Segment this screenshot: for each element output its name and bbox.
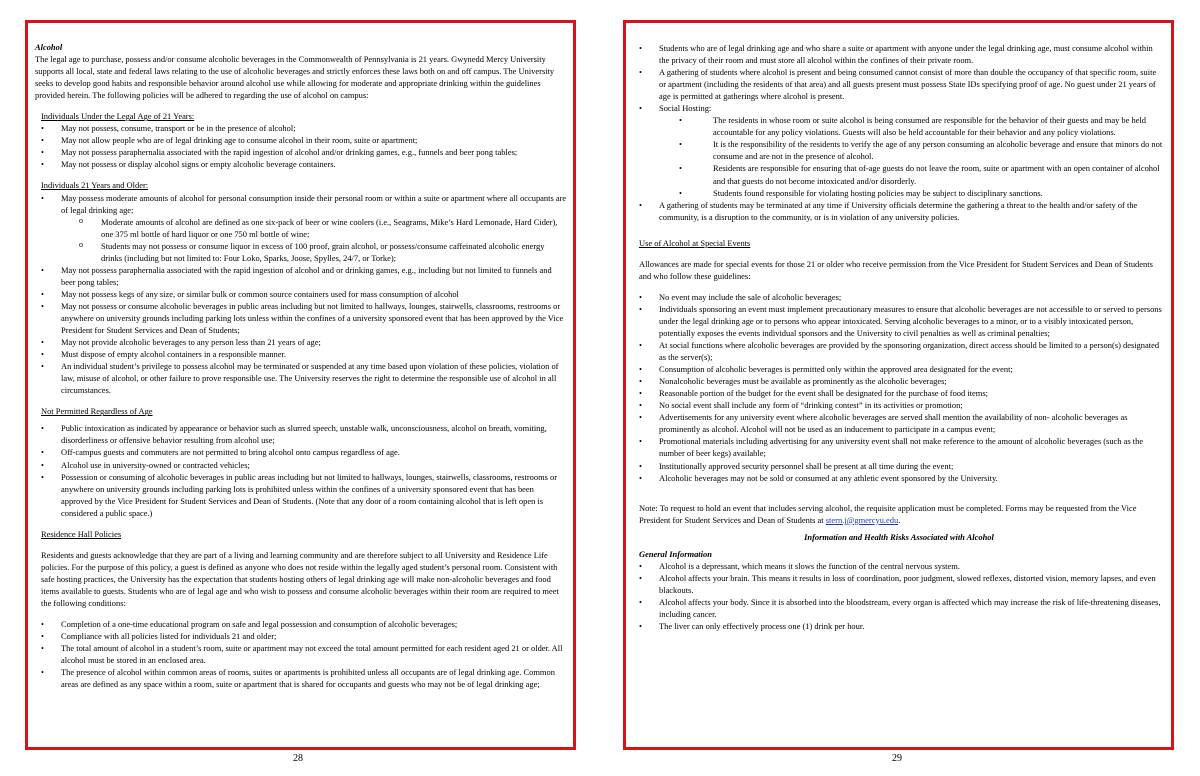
list-item: • Public intoxication as indicated by appearance or behavior such as slurred speech, unstable walk, unconsciousness, alcohol on breath, vomiting, disorderliness or offensive behavior resulting from alcohol use; [35,422,567,446]
list-item: • Promotional materials including advertising for any university event shall not make reference to the amount of alcoholic beverages (such as the number of beer kegs) available; [633,435,1165,459]
list-item: • Alcoholic beverages may not be sold or consumed at any athletic event sponsored by the University. [633,472,1165,484]
list-item: • A gathering of students where alcohol is present and being consumed cannot consist of more than double the occupancy of that specific room, suite or apartment (including the residents of that area) and all guests present must possess State IDs specifying proof of age. No guest under 21 years of age is permitted at gatherings where alcohol is present. [633,66,1165,102]
sub-list-item: o Students may not possess or consume liquor in excess of 100 proof, grain alcohol, or possess/consume caffeinated alcoholic energy drinks (including but not limited to: Four Loko, Sparks, Joose, Spylles, 24/7, or Torke); [35,240,567,264]
health-heading: Information and Health Risks Associated with Alcohol [804,531,994,542]
list-item: • No social event shall include any form of “drinking contest” in its activities or promotion; [633,399,1165,411]
not-permitted-heading: Not Permitted Regardless of Age [41,406,153,417]
under21-heading: Individuals Under the Legal Age of 21 Years: [41,111,195,122]
list-item: • May not possess or consume alcoholic beverages in public areas including but not limited to hallways, lounges, stairwells, classrooms, restrooms or anywhere on university grounds including parking lots unless within the confines of a university sponsored event that has been approved by the Vice President for Student Services and Dean of Students; [35,300,567,336]
under21-list [35,122,567,170]
residence-list-continued [633,42,1165,223]
list-item: • Alcohol is a depressant, which means it slows the function of the central nervous system. [633,560,1165,572]
over21-list [35,192,567,397]
list-item: • Consumption of alcoholic beverages is permitted only within the approved area designated for the event; [633,363,1165,375]
page-number-right: 29 [892,753,902,764]
list-item: • Alcohol affects your body. Since it is absorbed into the bloodstream, every organ is affected which may increase the risk of life-threatening diseases, including cancer. [633,596,1165,620]
list-item: • May not allow people who are of legal drinking age to consume alcohol in their room, suite or apartment; [35,134,567,146]
health-list [633,560,1165,632]
residence-paragraph: Residents and guests acknowledge that they are part of a living and learning community and are therefore subject to all University and Residence Life policies. For the purpose of this policy, a guest is defined as anyone who does not reside within the legally aged student’s personal room. Consistent with safe hosting practices, the University has the expectation that students hosting others of legal drinking age will make non-alcoholic beverages and food items available to guests. Students who are of legal age and who wish to possess and consume alcoholic beverages within their room are required to meet the following conditions: [41,549,559,608]
email-link[interactable]: stern.j@gmercyu.edu [825,514,899,525]
list-item: • Social Hosting: [633,102,1165,114]
list-item: • Nonalcoholic beverages must be available as prominently as the alcoholic beverages; [633,375,1165,387]
list-item: • May not possess, consume, transport or be in the presence of alcohol; [35,122,567,134]
list-item: • Students who are of legal drinking age and who share a suite or apartment with anyone under the legal drinking age, must consume alcohol within the privacy of their room and must store all alcohol within the confines of their private room. [633,42,1165,66]
list-item: • The presence of alcohol within common areas of rooms, suites or apartments is prohibited unless all occupants are of legal drinking age. Common areas are defined as any space within a room, suite or apartment that is shared for occupants and guests who may not be of legal drinking age; [35,666,567,690]
list-item: • May not possess paraphernalia associated with the rapid ingestion of alcohol and or drinking games, e.g., including but not limited to funnels and beer pong tables; [35,264,567,288]
events-list [633,291,1165,484]
note-text: Note: To request to hold an event that includes serving alcohol, the requisite application must be completed. Forms may be requested from the Vice President for Student Services and Dean of Students at [639,502,1137,525]
page-number-left: 28 [293,753,303,764]
list-item: • Must dispose of empty alcohol containers in a responsible manner. [35,348,567,360]
residence-heading: Residence Hall Policies [41,528,122,539]
residence-list [35,618,567,690]
list-item: • Institutionally approved security personnel shall be present at all time during the event; [633,460,1165,472]
list-item: • May not possess or display alcohol signs or empty alcoholic beverage containers. [35,158,567,170]
list-item: • No event may include the sale of alcoholic beverages; [633,291,1165,303]
events-paragraph: Allowances are made for special events for those 21 or older who receive permission from the Vice President for Student Services and Dean of Students and who follow these guidelines: [639,258,1153,281]
list-item: • The total amount of alcohol in a student’s room, suite or apartment may not exceed the total amount permitted for each resident aged 21 or older. All alcohol must be stored in an enclosed area. [35,642,567,666]
list-item: • An individual student’s privilege to possess alcohol may be terminated or suspended at any time based upon violation of these policies, violation of law, misuse of alcohol, or other failure to prove responsible use. The University reserves the right to determine the responsible use of alcohol in all circumstances. [35,360,567,396]
sub-list-item: o Moderate amounts of alcohol are defined as one six-pack of beer or wine coolers (i.e., Seagrams, Mike’s Hard Lemonade, Hard Cider), one 375 ml bottle of hard liquor or one 750 ml bottle of wine; [35,216,567,240]
hosting-item: • It is the responsibility of the residents to verify the age of any person consuming an alcoholic beverage and ensure that minors do not consume and are not in the presence of alcohol. [633,138,1165,162]
right-page [623,20,1174,750]
list-item: • Possession or consuming of alcoholic beverages in public areas including but not limited to hallways, lounges, stairwells, classrooms, restrooms or anywhere on university grounds including parking lots is prohibited unless within the confines of a university sponsored event that has been approved by the Vice President for Student Services and Dean of Students. (Note that any door of a room containing alcohol that is left open is considered a public space.) [35,471,567,519]
hosting-item: • The residents in whose room or suite alcohol is being consumed are responsible for the behavior of their guests and may be held accountable for any policy violations. Guests will also be held accountable for their behavior and any policy violations. [633,114,1165,138]
list-item: • May not provide alcoholic beverages to any person less than 21 years of age; [35,336,567,348]
hosting-item: • Residents are responsible for ensuring that of-age guests do not leave the room, suite or apartment with an open container of alcohol and that guests do not become intoxicated and/or disorderly. [633,162,1165,186]
list-item: • Compliance with all policies listed for individuals 21 and older; [35,630,567,642]
not-permitted-list [35,422,567,518]
list-item: • Advertisements for any university event where alcoholic beverages are served shall mention the availability of non- alcoholic beverages as prominently as alcohol. Alcohol will not be used as an inducement to participate in a campus event; [633,411,1165,435]
list-item: • Off-campus guests and commuters are not permitted to bring alcohol onto campus regardless of age. [35,446,567,458]
list-item: • May not possess kegs of any size, or similar bulk or common source containers used for mass consumption of alcohol [35,288,567,300]
list-item: • Reasonable portion of the budget for the event shall be designated for the purchase of food items; [633,387,1165,399]
list-item: • At social functions where alcoholic beverages are provided by the sponsoring organization, direct access should be limited to a person(s) designated as the server(s); [633,339,1165,363]
note-end: . [898,514,901,525]
left-page [25,20,576,750]
list-item: • Individuals sponsoring an event must implement precautionary measures to ensure that alcoholic beverages are not accessible to or served to persons under the legal drinking age or to persons who appear intoxicated. Serving alcoholic beverages to a minor, or to a visibly intoxicated person, potentially exposes the events individual sponsors and the University to civil penalties as well as criminal penalties; [633,303,1165,339]
hosting-item: • Students found responsible for violating hosting policies may be subject to disciplinary sanctions. [633,187,1165,199]
list-item: • Alcohol use in university-owned or contracted vehicles; [35,459,567,471]
list-item: • Completion of a one-time educational program on safe and legal possession and consumption of alcoholic beverages; [35,618,567,630]
note-paragraph [633,502,1165,526]
over21-heading: Individuals 21 Years and Older: [41,180,149,191]
list-item: • May possess moderate amounts of alcohol for personal consumption inside their personal room or within a suite or apartment where all occupants are of legal drinking age; [35,192,567,216]
events-heading: Use of Alcohol at Special Events [639,237,751,248]
list-item: • A gathering of students may be terminated at any time if University officials determine the gathering a threat to the health and/or safety of the community, is a disruption to the community, or is in violation of any university policies. [633,199,1165,223]
general-info-heading: General Information [639,548,712,559]
alcohol-intro: The legal age to purchase, possess and/or consume alcoholic beverages in the Commonwealth of Pennsylvania is 21 years. Gwynedd Mercy University supports all local, state and federal laws relating to the use of alcoholic beverages and strictly enforces these laws both on and off campus. The University seeks to develop good habits and responsible behavior around alcohol use while allowing for moderate and appropriate drinking within the guidelines provided herein. The following policies will be adhered to regarding the use of alcohol on campus: [35,54,555,101]
list-item: • May not possess paraphernalia associated with the rapid ingestion of alcohol and/or drinking games, e.g., funnels and beer pong tables; [35,146,567,158]
list-item: • Alcohol affects your brain. This means it results in loss of coordination, poor judgment, slowed reflexes, distorted vision, memory lapses, and even blackouts. [633,572,1165,596]
list-item: • The liver can only effectively process one (1) drink per hour. [633,620,1165,632]
alcohol-title: Alcohol [35,42,63,52]
